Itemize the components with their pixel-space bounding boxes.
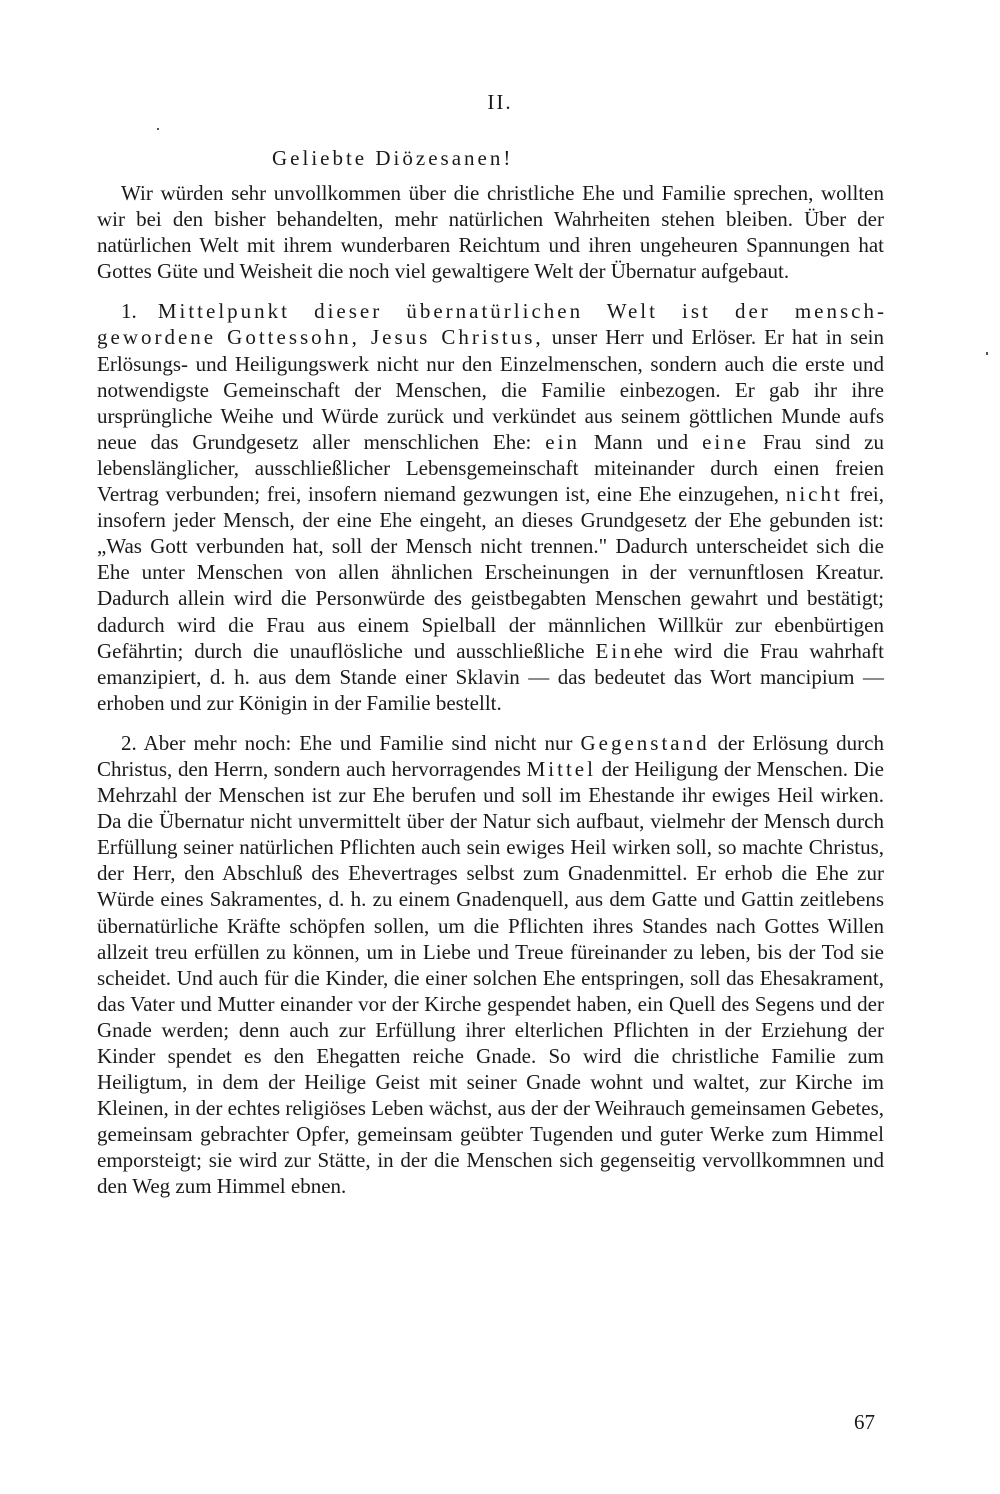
paragraph-text: unser Herr und Erlöser. Er hat in sein Erlösungs- und Heiligungswerk nicht nur den Einzelmenschen, sondern auch die erste und notwendigste Gemeinschaft der Menschen, die Familie einbezogen. Er gab ihr ihre ursprüngliche Weihe und Würde zurück und verkündet aus seinem göttlichen Munde aufs neue das Grundgesetz aller menschlichen Ehe: xyxy=(97,325,884,454)
page-number: 67 xyxy=(854,1410,875,1434)
paragraph-text: frei, insofern jeder Mensch, der eine Ehe eingeht, an dieses Grundgesetz der Ehe gebunden ist: „Was Gott verbunden hat, soll der Mensch nicht trennen." Dadurch unterscheidet sich die Ehe unter Menschen von allen ähnlichen Erscheinungen in der vernunftlosen Kreatur. Dadurch allein wird die Personwürde des geistbegabten Menschen gewahrt und bestätigt; dadurch wird die Frau aus einem Spielball der männlichen Willkür zur ebenbürtigen Gefährtin; durch die unauflösliche und ausschließliche xyxy=(97,482,884,663)
emphasis-text: Mittel xyxy=(526,756,596,781)
paragraph-text: 2. Aber mehr noch: Ehe und Familie sind nicht nur xyxy=(121,730,581,755)
emphasis-text: Gegenstand xyxy=(580,730,710,755)
greeting-heading: Geliebte Diözesanen! xyxy=(272,146,514,170)
paragraph-text: der Erlösung durch Christus, den Herrn, sondern auch hervorragendes xyxy=(97,730,885,781)
emphasis-text: Mittelpunkt dieser übernatürlichen Welt ist der menschgewordene Gottessohn, Jesus Christus, xyxy=(97,299,884,350)
paragraph-heiligung xyxy=(97,730,884,1200)
emphasis-text: Ein xyxy=(595,638,634,663)
emphasis-text: nicht xyxy=(785,482,843,507)
speck-mark xyxy=(157,128,159,130)
speck-mark xyxy=(986,352,988,355)
emphasis-text: ein xyxy=(545,429,580,454)
paragraph-text: ehe wird die Frau wahrhaft emanzipiert, d. h. aus dem Stande einer Sklavin — das bedeutet das Wort mancipium — erhoben und zur Königin in der Familie bestellt. xyxy=(97,638,884,715)
paragraph-intro: Wir würden sehr unvollkommen über die christliche Ehe und Familie sprechen, wollten wir bei den bisher behandelten, mehr natürlichen Wahrheiten stehen bleiben. Über der natürlichen Welt mit ihrem wunderbaren Reichtum und ihren ungeheuren Spannungen hat Gottes Güte und Weisheit die noch viel gewaltigere Welt der Übernatur aufgebaut. xyxy=(97,181,884,284)
emphasis-text: eine xyxy=(702,429,750,454)
paragraph-text: Mann und xyxy=(579,429,703,454)
body-text xyxy=(97,180,884,1200)
chapter-number: II. xyxy=(487,90,513,114)
paragraph-number: 1. xyxy=(121,299,137,324)
paragraph-text: Frau sind zu lebenslänglicher, ausschließlicher Lebensgemeinschaft miteinander durch einen freien Vertrag verbunden; frei, insofern niemand gezwungen ist, eine Ehe einzugehen, xyxy=(97,429,884,507)
paragraph-text: der Heiligung der Menschen. Die Mehrzahl der Menschen ist zur Ehe berufen und soll im Ehestande ihr ewiges Heil wirken. Da die Übernatur nicht unvermittelt über der Natur sich aufbaut, vielmehr der Mensch durch Erfüllung seiner natürlichen Pflichten auch sein ewiges Heil wirken soll, so machte Christus, der Herr, den Abschluß des Ehevertrages selbst zum Gnadenmittel. Er erhob die Ehe zur Würde eines Sakramentes, d. h. zu einem Gnadenquell, aus dem Gatte und Gattin zeitlebens übernatürliche Kräfte schöpfen sollen, um die Pflichten ihres Standes nach Gottes Willen allzeit treu erfüllen zu können, um in Liebe und Treue füreinander zu leben, bis der Tod sie scheidet. Und auch für die Kinder, die einer solchen Ehe entspringen, soll das Ehesakrament, das Vater und Mutter einander vor der Kirche gespendet haben, ein Quell des Segens und der Gnade werden; denn auch zur Erfüllung ihrer elterlichen Pflichten in der Erziehung der Kinder spendet es den Ehegatten reiche Gnade. So wird die christliche Familie zum Heiligtum, in dem der Heilige Geist mit seiner Gnade wohnt und waltet, zur Kirche im Kleinen, in der echtes religiöses Leben wächst, aus der der Weihrauch gemeinsamen Gebetes, gemeinsam gebrachter Opfer, gemeinsam geübter Tugenden und guter Werke zum Himmel emporsteigt; sie wird zur Stätte, in der die Menschen sich gegenseitig vervollkommnen und den Weg zum Himmel ebnen. xyxy=(97,756,885,1199)
paragraph-mittelpunkt xyxy=(97,298,884,716)
